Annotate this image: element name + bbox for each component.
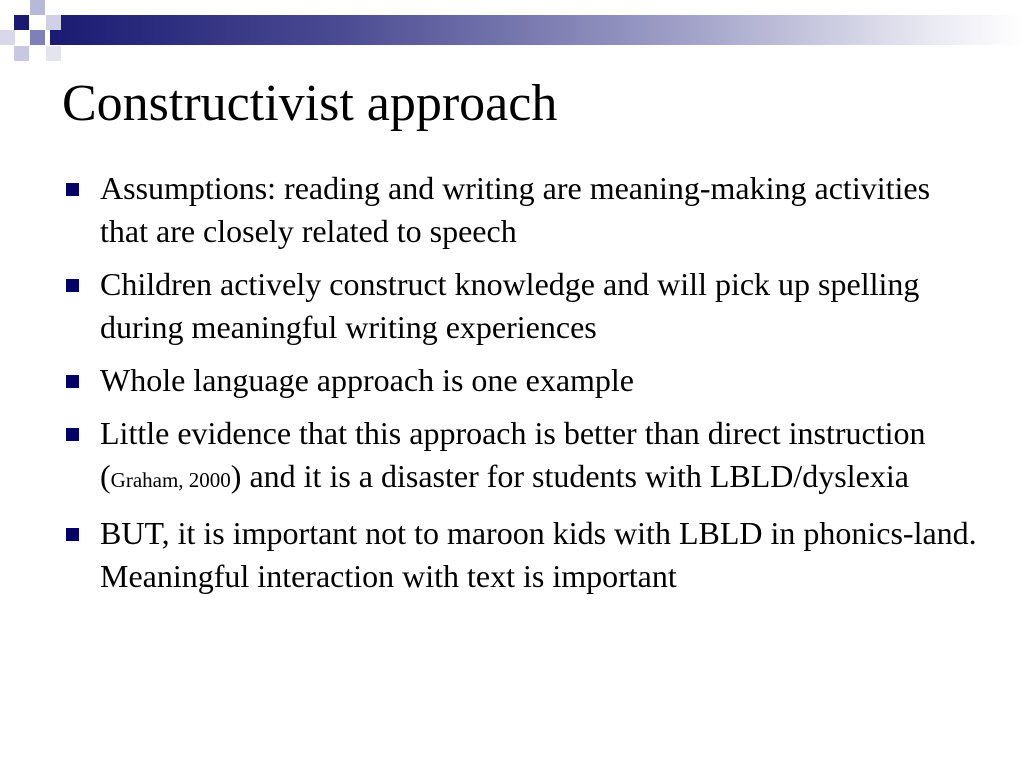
square-bullet-icon <box>66 183 79 196</box>
bullet-text: Children actively construct knowledge and will pick up spelling during meaningful writing experiences <box>100 266 920 345</box>
bullet-item <box>62 167 982 253</box>
header-gradient-bar <box>50 15 1024 45</box>
bullet-text: Assumptions: reading and writing are meaning-making activities that are closely related to speech <box>100 170 931 249</box>
header-decoration <box>0 0 1024 62</box>
square-bullet-icon <box>66 375 79 388</box>
bullet-text-after-citation: ) and it is a disaster for students with LBLD/dyslexia <box>230 458 909 494</box>
bullet-text: BUT, it is important not to maroon kids with LBLD in phonics-land. Meaningful interaction with text is important <box>100 515 977 594</box>
bullet-item <box>62 359 982 402</box>
bullet-item <box>62 512 982 598</box>
deco-square-3 <box>30 30 45 45</box>
square-bullet-icon <box>66 428 79 441</box>
deco-square-6 <box>46 46 61 61</box>
slide-title: Constructivist approach <box>62 75 558 132</box>
square-bullet-icon <box>66 279 79 292</box>
square-bullet-icon <box>66 528 79 541</box>
bullet-item <box>62 412 982 502</box>
deco-square-2 <box>30 0 45 15</box>
deco-square-4 <box>46 15 61 30</box>
deco-square-5 <box>14 46 29 61</box>
deco-square-7 <box>0 30 15 45</box>
bullet-text: Whole language approach is one example <box>100 362 634 398</box>
bullet-item <box>62 263 982 349</box>
deco-square-1 <box>14 15 29 30</box>
citation: Graham, 2000 <box>110 468 231 492</box>
bullet-list <box>62 167 982 608</box>
bullet-text-before-citation: Little evidence that this approach is better than direct instruction ( <box>100 415 926 494</box>
